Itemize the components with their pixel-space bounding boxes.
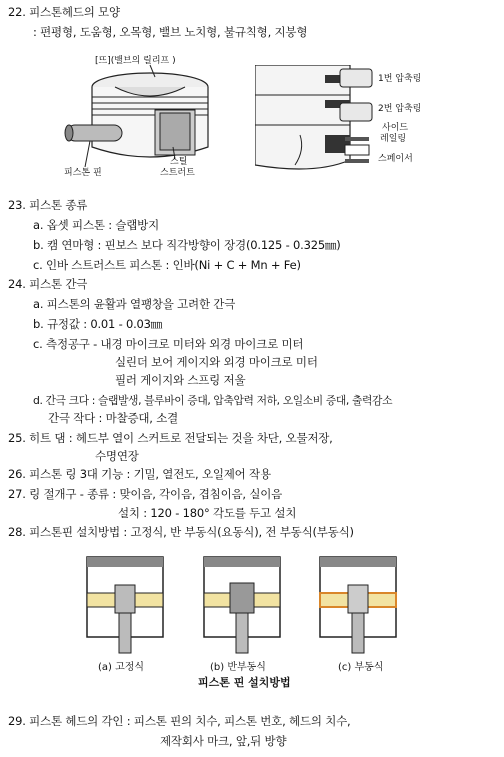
s22-shapes: : 편평형, 도움형, 오목형, 밸브 노치형, 불규칙형, 지붕형	[33, 25, 308, 39]
s26-line: 26. 피스톤 링 3대 기능 : 기밀, 열전도, 오일제어 작용	[8, 467, 271, 481]
s28-line: 28. 피스톤핀 설치방법 : 고정식, 반 부동식(요동식), 전 부동식(부동식)	[8, 525, 354, 539]
steel-strut-label-1: 스틸	[170, 157, 188, 167]
s27-line2: 설치 : 120 - 180° 각도를 두고 설치	[118, 506, 297, 520]
s23-a: a. 옵셋 피스톤 : 슬랩방지	[33, 218, 159, 232]
steel-strut-label-2: 스트러트	[160, 168, 195, 178]
s24-a: a. 피스톤의 윤활과 열팽창을 고려한 간극	[33, 297, 236, 311]
pin-semifloating-figure	[202, 555, 282, 655]
s22-title: 22. 피스톤헤드의 모양	[8, 5, 120, 19]
piston-pin-label: 피스톤 핀	[64, 168, 102, 178]
pin-floating-figure	[318, 555, 398, 655]
ring1-label: 1번 압축링	[378, 74, 422, 84]
side-rail-label-2: 레일링	[380, 134, 407, 144]
spacer-label: 스페이서	[378, 154, 413, 164]
s23-c: c. 인바 스트러스트 피스톤 : 인바(Ni + C + Mn + Fe)	[33, 258, 301, 272]
caption-semifloating: (b) 반부동식	[210, 662, 266, 673]
s23-title: 23. 피스톤 종류	[8, 198, 88, 212]
s25-line2: 수명연장	[95, 449, 139, 463]
piston-cutaway-figure	[55, 55, 245, 185]
s27-line1: 27. 링 절개구 - 종류 : 맞이음, 각이음, 겹침이음, 실이음	[8, 487, 283, 501]
ring2-label: 2번 압축링	[378, 104, 422, 114]
s24-title: 24. 피스톤 간극	[8, 277, 88, 291]
ring-samples-figure	[335, 67, 375, 177]
s29-line2: 제작회사 마크, 앞,뒤 방향	[160, 734, 287, 748]
caption-floating: (c) 부동식	[338, 662, 384, 673]
s24-c1: c. 측정공구 - 내경 마이크로 미터와 외경 마이크로 미터	[33, 337, 304, 351]
s25-line1: 25. 히트 댐 : 헤드부 열이 스커트로 전달되는 것을 차단, 오물저장,	[8, 431, 333, 445]
s24-d1: d. 간극 크다 : 슬랩발생, 블루바이 증대, 압축압력 저하, 오일소비 증대, 출력감소	[33, 394, 393, 407]
s24-c3: 필러 게이지와 스프링 저울	[115, 373, 246, 387]
caption-fixed: (a) 고정식	[98, 662, 145, 673]
side-rail-label-1: 사이드	[382, 123, 409, 133]
pin-fixed-figure	[85, 555, 165, 655]
s24-c2: 실린더 보어 게이지와 외경 마이크로 미터	[115, 355, 318, 369]
valve-relief-label: [뜨](밸브의 릴리프 )	[95, 56, 176, 66]
s29-line1: 29. 피스톤 헤드의 각인 : 피스톤 핀의 치수, 피스톤 번호, 헤드의 치수,	[8, 714, 351, 728]
s23-b: b. 캠 연마형 : 핀보스 보다 직각방향이 장경(0.125 - 0.325㎜)	[33, 238, 341, 252]
s24-b: b. 규정값 : 0.01 - 0.03㎜	[33, 317, 163, 331]
figure3-title: 피스톤 핀 설치방법	[198, 676, 291, 689]
s24-d2: 간극 작다 : 마찰증대, 소결	[48, 411, 179, 425]
